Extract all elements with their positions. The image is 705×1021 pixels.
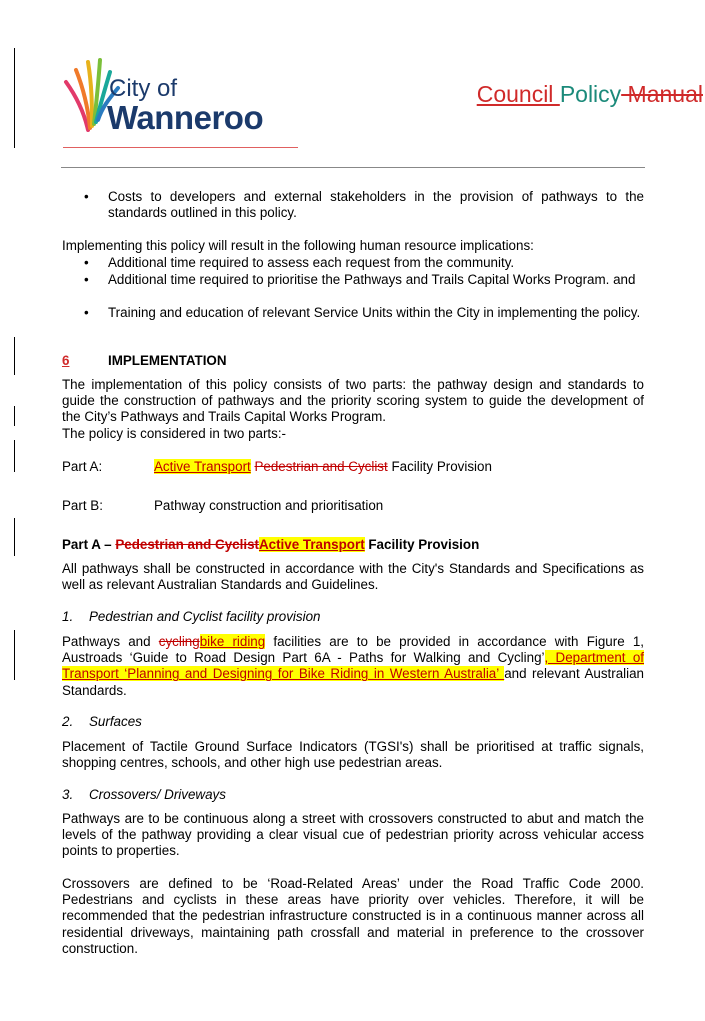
bullet-marker: • (84, 255, 89, 270)
header-title (477, 80, 703, 108)
logo-underline (63, 147, 298, 148)
title-deleted: Manual (621, 81, 703, 107)
part-b-label: Part B: (62, 498, 103, 513)
section2-paragraph: Placement of Tactile Ground Surface Indicators (TGSI's) shall be prioritised at traffic signals, shopping centres, schools, and other high use pedestrian areas. (62, 739, 644, 771)
change-bar (14, 518, 15, 556)
section-heading (62, 353, 227, 369)
section-number: 6 (62, 353, 70, 368)
section1-deleted: cycling (158, 634, 200, 649)
header-divider (61, 167, 645, 168)
subsection-title: Crossovers/ Driveways (89, 787, 226, 802)
subsection-number: 3. (62, 787, 74, 802)
change-bar (14, 440, 15, 472)
subsection-title: Surfaces (89, 714, 142, 729)
change-bar (14, 630, 15, 680)
subsection-number: 2. (62, 714, 74, 729)
section1-text: and relevant Australian Standards. (62, 666, 644, 698)
part-a-heading-suffix: Facility Provision (364, 537, 480, 552)
section1-inserted: bike riding (199, 634, 266, 649)
part-a-rest: Facility Provision (387, 459, 492, 474)
implementation-paragraph: The implementation of this policy consists of two parts: the pathway design and standards to guide the construction of pathways and the priority scoring system to guide the development of the City’s Pathways and Trails Capital Works Program. (62, 377, 644, 425)
title-inserted: Council (476, 81, 560, 107)
part-a-heading (62, 537, 479, 553)
logo-text-wanneroo: Wanneroo (107, 99, 264, 136)
part-a-inserted: Active Transport (154, 459, 251, 474)
section1-text: Pathways and (62, 634, 159, 649)
bullet-marker: • (84, 272, 89, 287)
bullet-item: Additional time required to assess each request from the community. (108, 255, 515, 270)
section1-paragraph (62, 634, 644, 699)
change-bar (14, 337, 15, 375)
part-b-text: Pathway construction and prioritisation (154, 498, 384, 513)
part-a-text (154, 459, 492, 475)
part-a-heading-deleted: Pedestrian and Cyclist (115, 537, 259, 552)
part-a-label: Part A: (62, 459, 103, 474)
bullet-item: Costs to developers and external stakeholders in the provision of pathways to the standards outlined in this policy. (108, 189, 644, 221)
change-bar (14, 406, 15, 426)
subsection-number: 1. (62, 609, 74, 624)
bullet-item: Additional time required to prioritise the Pathways and Trails Capital Works Program. and (108, 272, 636, 287)
part-a-intro: All pathways shall be constructed in accordance with the City's Standards and Specifications as well as relevant Australian Standards and Guidelines. (62, 561, 644, 593)
section3-paragraph: Pathways are to be continuous along a street with crossovers constructed to abut and match the levels of the pathway providing a clear visual cue of pedestrian priority across vehicular access points to properties. (62, 811, 644, 859)
bullet-marker: • (84, 189, 89, 204)
subsection-title: Pedestrian and Cyclist facility provision (89, 609, 321, 624)
change-bar (14, 48, 15, 148)
hr-intro: Implementing this policy will result in the following human resource implications: (62, 238, 534, 253)
bullet-item: Training and education of relevant Service Units within the City in implementing the policy. (108, 305, 641, 320)
section3-paragraph: Crossovers are defined to be ‘Road-Related Areas’ under the Road Traffic Code 2000. Pedestrians and cyclists in these areas have priority over vehicles. Therefore, it will be recommended that the pedestrian infrastructure constructed is in a continuous manner across all residential driveways, maintaining path crossfall and material in preference to the crossover construction. (62, 876, 644, 956)
part-a-deleted: Pedestrian and Cyclist (254, 459, 388, 474)
section-heading-text: IMPLEMENTATION (108, 353, 227, 368)
title-main: Policy (559, 81, 622, 107)
section1-text: facilities are to be provided in accordance with Figure 1, Austroads ‘Guide to Road Design Part 6A - Paths for Walking and Cycling’ (62, 634, 644, 666)
part-a-heading-prefix: Part A – (62, 537, 116, 552)
section1-inserted: , Department of Transport ‘Planning and Designing for Bike Riding in Western Australia’ (62, 650, 644, 682)
implementation-note: The policy is considered in two parts:- (62, 426, 287, 441)
part-a-heading-inserted: Active Transport (258, 537, 365, 552)
bullet-marker: • (84, 305, 89, 320)
logo-text-city-of: City of (109, 75, 178, 102)
